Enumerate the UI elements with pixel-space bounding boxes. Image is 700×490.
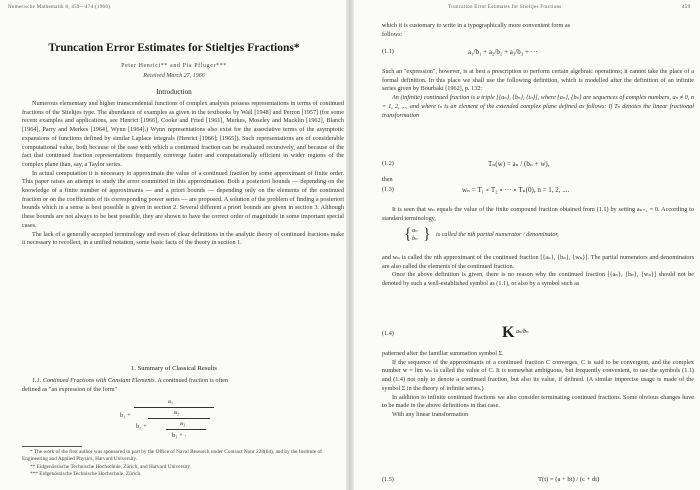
k-symbol: K xyxy=(502,324,515,341)
right-paragraph xyxy=(382,68,694,120)
right-running-head: Truncation Error Estimates for Stieltjes Fractions xyxy=(448,5,562,10)
text-line: follows: xyxy=(382,31,403,38)
subsection-line-2: defined as "an expression of the form" xyxy=(22,386,118,393)
paper-title: Truncation Error Estimates for Stieltjes Fractions* xyxy=(48,42,300,54)
footnotes xyxy=(22,449,344,479)
subsection-text: A continued fraction is often xyxy=(157,377,229,384)
right-paragraph xyxy=(382,254,694,289)
intro-body xyxy=(22,100,344,248)
subsection-line xyxy=(32,377,228,386)
paragraph: patterned after the familiar summation symbol Σ. xyxy=(382,350,504,357)
bracket-b: bₙ xyxy=(412,235,418,242)
cf-a2: a₂ xyxy=(174,409,180,416)
paragraph: Once the above definition is given, there is no reason why the continued fraction [{aₙ}, {bₙ}, {wₙ}] should not be denoted by such a well-established symbol as (1.1), or also by a symbol such as xyxy=(382,271,694,288)
partial-numerator-bracket xyxy=(404,226,674,244)
brace-left: { xyxy=(404,226,412,243)
right-paragraph xyxy=(382,350,694,420)
intro-paragraph: The lack of a generally accepted terminology and even of clear definitions in the analytic theory of continued fractions make it necessary to recollect, in a unified notation, some basic facts of the theory in section 1. xyxy=(22,230,344,247)
section-heading: 1. Summary of Classical Results xyxy=(131,365,217,372)
footnote-rule xyxy=(22,446,82,447)
paragraph: If the sequence of the approximants of a continued fraction C converges, C is said to be convergent, and the complex number w = lim wₙ is called the value of C. It is somewhat ambiguous, but frequently convenient, to use the symbols (1.1) and (1.4) not only to denote a continued fraction, but also its value, if defined. (A similar imprecise usage is made of the symbol Σ in the theory of infinite series.) xyxy=(382,358,694,392)
paragraph: In addition to infinite continued fractions we also consider terminating continued fractions. Some obvious changes have to be made in the above definitions in that case. xyxy=(382,393,694,410)
equation-1-4 xyxy=(502,318,542,348)
then-label: then xyxy=(382,176,393,183)
paragraph: Such an "expression", however, is at best a prescription to perform certain algebraic operations; it cannot take the place of a formal definition. In this place we shall use the following definition, which is modelled after the definition of an infinite series given by Bourbaki [1962], p. 132: xyxy=(382,68,694,93)
equation-number: (1.3) xyxy=(382,186,394,193)
intro-heading: Introduction xyxy=(156,88,192,96)
footnote: * The work of the first author was sponsored in part by the Office of Naval Research under Contract Nonr 228(64), and by the Institute of Engineering and Applied Physics, Harvard University. xyxy=(22,449,322,463)
left-page xyxy=(0,0,348,490)
equation-number: (1.5) xyxy=(382,476,394,483)
cf-b1: b₁ + xyxy=(120,412,131,419)
subsection-label: 1.1. Continued Fractions with Constant Elements. xyxy=(32,377,157,384)
equation-1-1: a₁/b₁ + a₂/b₂ + a₃/b₃ + ··· xyxy=(468,48,538,56)
footnote: *** Eidgenössische Technische Hochschule, Zürich. xyxy=(30,471,142,478)
footnote: ** Eidgenössische Technische Hochschule, Zürich, and Harvard University. xyxy=(30,463,191,470)
equation-1-3: wₙ = T₁ ∘ T₂ ∘ ··· ∘ Tₙ(0), n = 1, 2, .... xyxy=(462,186,570,194)
cf-a1: a₁ xyxy=(168,398,174,405)
paragraph: With any linear transformation xyxy=(392,410,469,418)
paragraph: It is seen that wₙ equals the value of the finite compound fraction obtained from (1.1) by setting aₙ₊₁ = 0. According to standard terminology, xyxy=(382,206,694,222)
brace-right: } xyxy=(423,226,431,243)
cf-a3: a₃ xyxy=(180,420,186,427)
continued-fraction-display xyxy=(120,398,230,442)
cf-b3: b₃ + · xyxy=(172,432,187,439)
right-page xyxy=(352,0,700,490)
cf-bar-3 xyxy=(166,429,206,430)
equation-number: (1.2) xyxy=(382,160,394,167)
cf-b2: b₂ + xyxy=(136,423,147,430)
equation-number: (1.4) xyxy=(382,330,394,337)
equation-1-2: Tₙ(w) = aₙ / (bₙ + w), xyxy=(488,160,550,168)
paragraph: and wₙ is called the nth approximant of the continued fraction [{aₙ}, {bₙ}, {wₙ}]. The partial numerators and denominators are also called the elements of the continued fraction. xyxy=(382,254,694,270)
left-running-head: Numerische Mathematik 8, 459—474 (1966) xyxy=(8,5,111,10)
equation-number: (1.1) xyxy=(382,48,394,55)
intro-paragraph: In actual computation it is necessary to approximate the value of a continued fraction by some approximant of finite order. This paper raises an attempt to study the error committed in this approximation. Both a posteriori bounds — depending on the knowledge of a finite number of approximants — and a priori bounds — depending only on the elements of the continued fraction or on the coefficients of its corresponding power series — are proposed. A solution of the problem of finding a posteriori bounds which in a sense is best possible is given in section 2. Several different a priori bounds are given in section 3. Although these bounds are not always to be best possible, they are shown to have the correct order of magnitude in some important special cases. xyxy=(22,169,344,229)
intro-paragraph: Numerous elementary and higher transcendental functions of complex analysis possess representations in terms of continued fractions of the Stieltjes type. The abundance of examples as given in the textbooks by Wall [1948] and Perron [1957] (for some recent examples and applications, see Henrici [1966], Cooke and Fried [1961], Merkes, Moseley and Macklin [1962], Blanch [1964], Parry and Merkes [1964], Wynn [1964].) Wynn representations also exist for the associative terms of the asymptotic expansions of functions defined by similar Laplace integrals (Henrici [1966]; [1965]). Such representations are of considerable computational value, both because of the ease with which a continued fraction can be evaluated recursively, and because of the fact that continued fraction representations frequently converge faster and computationally efficient in wider regions of the complex plane than, say, a Taylor series. xyxy=(22,100,344,168)
page-number: 459 xyxy=(682,5,691,10)
cf-bar-1 xyxy=(134,407,214,408)
k-fraction: aₙ/bₙ xyxy=(516,329,529,335)
bracket-a: aₙ xyxy=(412,227,418,234)
cf-bar-2 xyxy=(148,418,210,419)
received-date: Received March 27, 1966 xyxy=(143,73,205,79)
equation-1-5: T(t) = (a + bt) / (c + dt) xyxy=(538,476,600,483)
bracket-text: is called the nth partial numerator / denominator, xyxy=(436,231,559,238)
definition-paragraph: An (infinite) continued fraction is a triple [{aₙ}, {bₙ}, {tₙ}], where {aₙ}, {bₙ} are sequences of complex numbers, aₙ ≠ 0, n = 1, 2, ..., and where tₙ is an element of the extended complex plane defined as follows: If Tₙ denotes the linear fractional transformation xyxy=(382,94,694,119)
paper-authors: Peter Henrici** and Pia Pfluger*** xyxy=(121,63,227,69)
right-paragraph xyxy=(382,206,694,223)
text-line: which it is customary to write in a typographically more convenient form as xyxy=(382,22,570,29)
